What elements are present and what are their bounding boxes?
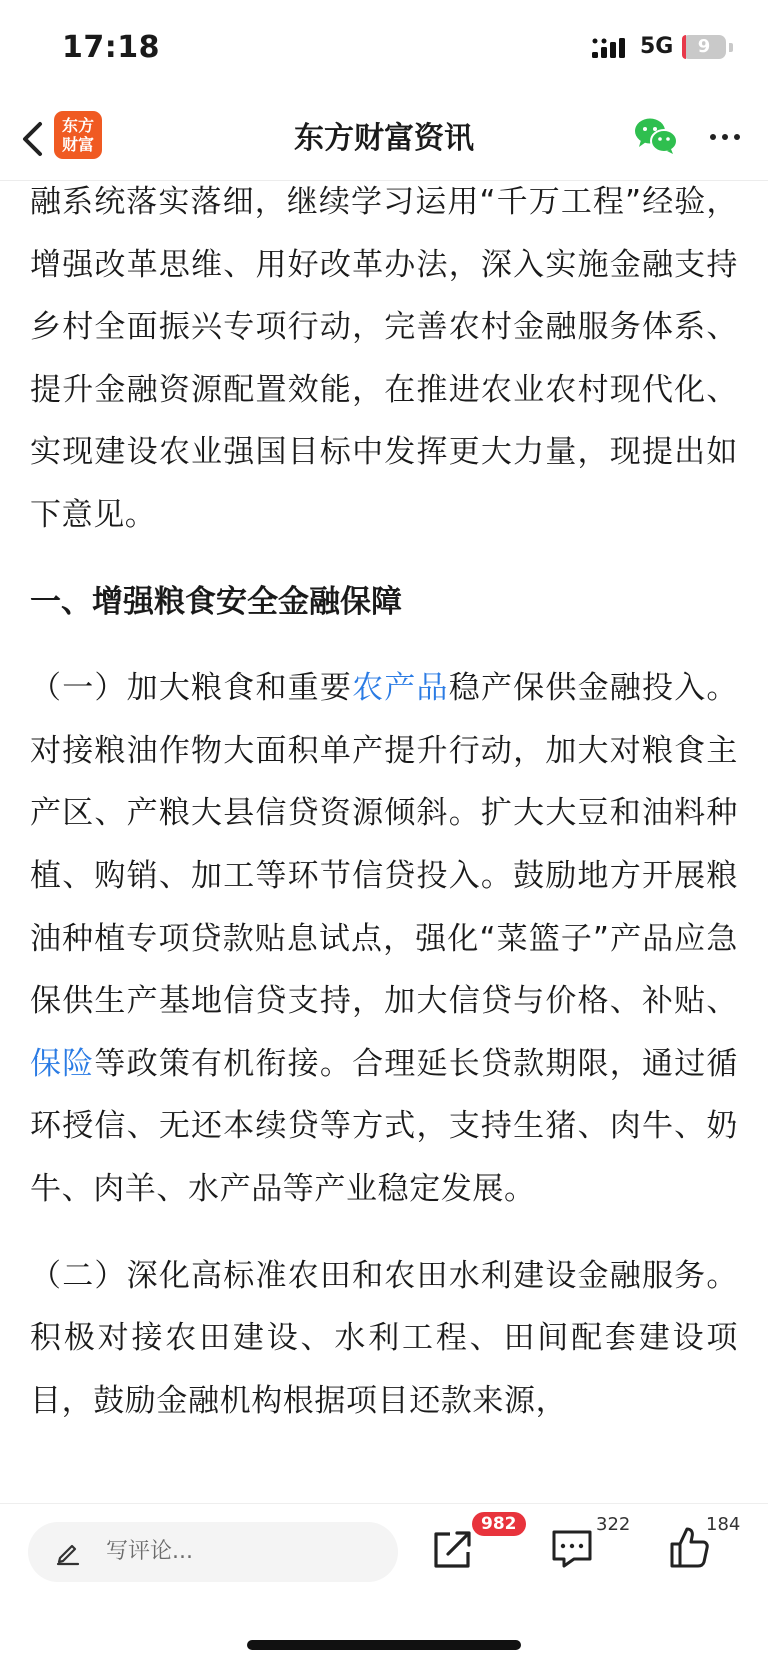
battery-level: 9 <box>697 36 711 57</box>
section-heading: 一、增强粮食安全金融保障 <box>30 583 402 620</box>
share-icon[interactable] <box>428 1524 478 1574</box>
article-content <box>30 181 738 1456</box>
app-logo <box>54 111 102 159</box>
paragraph-text: （一）加大粮食和重要 <box>30 670 353 707</box>
pencil-icon <box>54 1538 82 1566</box>
bottom-action-bar <box>0 1503 768 1664</box>
logo-text-top: 东方 <box>61 116 94 135</box>
share-count-badge: 982 <box>472 1512 526 1536</box>
article-paragraph-1 <box>30 657 738 1220</box>
comment-icon[interactable] <box>550 1526 594 1570</box>
signal-strength-icon <box>592 38 632 62</box>
more-options-icon[interactable] <box>708 122 742 152</box>
battery-icon <box>682 35 726 59</box>
logo-text-bottom: 财富 <box>61 135 94 154</box>
like-count: 184 <box>706 1514 741 1535</box>
battery-cap <box>729 43 733 52</box>
paragraph-text: 等政策有机衔接。合理延长贷款期限，通过循环授信、无还本续贷等方式，支持生猪、肉牛、奶牛、肉羊、水产品等产业稳定发展。 <box>30 1045 738 1207</box>
network-type: 5G <box>640 34 674 59</box>
comment-placeholder: 写评论... <box>106 1539 193 1564</box>
paragraph-text: 稳产保供金融投入。对接粮油作物大面积单产提升行动，加大对粮食主产区、产粮大县信贷资源倾斜。扩大大豆和油料种植、购销、加工等环节信贷投入。鼓励地方开展粮油种植专项贷款贴息试点，强化“菜篮子”产品应急保供生产基地信贷支持，加大信贷与价格、补贴、 <box>30 670 739 1020</box>
status-bar <box>0 0 768 98</box>
link-agricultural-products[interactable]: 农产品 <box>352 670 449 707</box>
home-indicator[interactable] <box>247 1640 521 1650</box>
article-paragraph-intro: 融系统落实落细，继续学习运用“千万工程”经验，增强改革思维、用好改革办法，深入实施金融支持乡村全面振兴专项行动，完善农村金融服务体系、提升金融资源配置效能，在推进农业农村现代化、实现建设农业强国目标中发挥更大力量，现提出如下意见。 <box>30 184 738 533</box>
status-time: 17:18 <box>62 30 160 65</box>
comment-input[interactable] <box>28 1522 398 1582</box>
wechat-icon[interactable] <box>634 116 678 156</box>
back-icon[interactable] <box>14 116 54 162</box>
link-insurance[interactable]: 保险 <box>30 1045 95 1082</box>
article-body[interactable] <box>0 181 768 1503</box>
comment-count: 322 <box>596 1514 631 1535</box>
nav-bar <box>0 98 768 181</box>
article-paragraph-2: （二）深化高标准农田和农田水利建设金融服务。积极对接农田建设、水利工程、田间配套建设项目，鼓励金融机构根据项目还款来源， <box>30 1257 738 1419</box>
thumbs-up-icon[interactable] <box>668 1524 710 1570</box>
page-title: 东方财富资讯 <box>294 121 474 156</box>
